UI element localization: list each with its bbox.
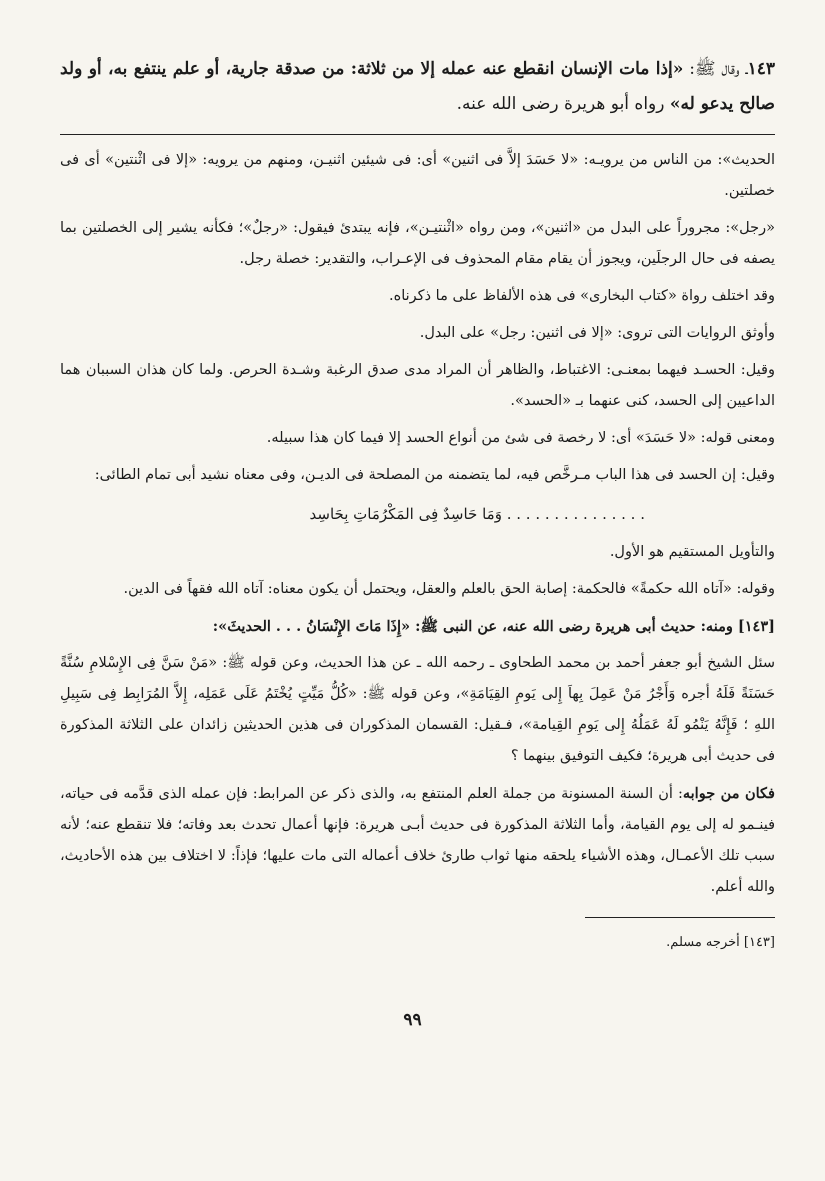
footnote-divider (585, 917, 775, 918)
answer-text: : أن السنة المسنونة من جملة العلم المنتفع به، والذى ذكر عن المرابط: فإن عمله الذى قدَّمه فى حياته، فينـمو له إلى يوم القيامة، وأما الثلاثة المذكورة فى حديث أبـى هريرة: فإنها أعمال تحدث بعد وفاته؛ فلا تنقطع عنه؛ لأنه سبب تلك الأعمـال، وهذه الأشياء يلحقه منها ثواب طارئ خلاف أعماله التى مات عليها؛ فإذاً: لا اختلاف بين هذه الأحاديث، والله أعلم. (60, 786, 775, 895)
page-number: ٩٩ (403, 1010, 422, 1030)
hadith-intro: ـ وقال ﷺ: (683, 59, 748, 79)
commentary-paragraph: وقوله: «آتاه الله حكمةً» فالحكمة: إصابة الحق بالعلم والعقل، ويحتمل أن يكون معناه: آتاه الله فقهاً فى الدين. (123, 581, 775, 597)
answer-label: فكان من جوابه (682, 785, 775, 802)
poetry-verse: . . . . . . . . . . . . . . . وَمَا حَاسِدٌ فِى المَكْرُمَاتِ بِحَاسِد (309, 505, 645, 523)
commentary-paragraph: والتأويل المستقيم هو الأول. (609, 544, 775, 560)
footnote: [١٤٣] أخرجه مسلم. (666, 935, 775, 950)
section-heading: [١٤٣] ومنه: حديث أبى هريرة رضى الله عنه، عن النبى ﷺ: «إِذَا مَاتَ الإِنْسَانُ . . . الحديثَ»: (212, 618, 775, 635)
commentary-paragraph: وأوثق الروايات التى تروى: «إلا فى اثنين: رجل» على البدل. (419, 325, 775, 341)
header-divider (60, 134, 775, 135)
hadith-narrator: رواه أبو هريرة رضى الله عنه. (456, 94, 670, 114)
commentary-paragraph: وقيل: الحسـد فيهما بمعنـى: الاغتباط، والظاهر أن المراد مدى صدق الرغبة وشـدة الحرص. ولما كان هذان السببان هما الداعيين إلى الحسد، كنى عنهما بـ «الحسد». (60, 362, 775, 409)
hadith-number: ١٤٣ (747, 59, 775, 79)
hadith-text (60, 52, 775, 122)
commentary-paragraph: وقيل: إن الحسد فى هذا الباب مـرخَّص فيه، لما يتضمنه من المصلحة فى الديـن، وفى معناه نشيد أبى تمام الطائى: (94, 467, 775, 483)
commentary-paragraph: ومعنى قوله: «لا حَسَدَ» أى: لا رخصة فى شئ من أنواع الحسد إلا فيما كان هذا سبيله. (266, 430, 775, 446)
hadith-quote: «إذا مات الإنسان انقطع عنه عمله إلا من ثلاثة: من صدقة جارية، أو علم ينتفع به، أو ولد صالح يدعو له» (60, 59, 775, 114)
commentary-paragraph: الحديث»: من الناس من يرويـه: «لا حَسَدَ إلاَّ فى اثنين» أى: فى شيئين اثنيـن، ومنهم من يرويه: «إلا فى اثْنتين» أى فى خصلتين. (60, 152, 775, 199)
page-content (60, 52, 775, 968)
section-question: سئل الشيخ أبو جعفر أحمد بن محمد الطحاوى ـ رحمه الله ـ عن هذا الحديث، وعن قوله ﷺ: «مَنْ سَنَّ فِى الإِسْلامِ سُنَّةً حَسَنَةً فَلَهُ أجره وَأَجْرُ مَنْ عَمِلَ بِهاَ إِلى يَومِ القِيَامَةِ»، وعن قوله ﷺ: «كُلُّ مَيِّتٍ يُخْتَمُ عَلَى عَمَلِه، إِلاَّ المُرَابِط فِى سَبِيلِ اللهِ ؛ فَإِنَّهُ يَنْمُو لَهُ عَمَلُهُ إِلى يَومِ القِيامة»، فـقيل: القسمان المذكوران فى هذين الحديثين زائدان على الثلاثة المذكورة فى حديث أبى هريرة؛ فكيف التوفيق بينهما ؟ (60, 655, 775, 764)
commentary-paragraph: وقد اختلف رواة «كتاب البخارى» فى هذه الألفاظ على ما ذكرناه. (389, 288, 775, 304)
section-answer (60, 778, 775, 903)
commentary-paragraph: «رجل»: مجروراً على البدل من «اثنين»، ومن رواه «اثْنتيـن»، فإنه يبتدئ فيقول: «رجلٌ»؛ فكأنه يشير إلى الخصلتين بما يصفه فى حال الرجلَين، ويجوز أن يقام مقام المحذوف فى الإعـراب، والتقدير: خصلة رجل. (60, 220, 775, 267)
